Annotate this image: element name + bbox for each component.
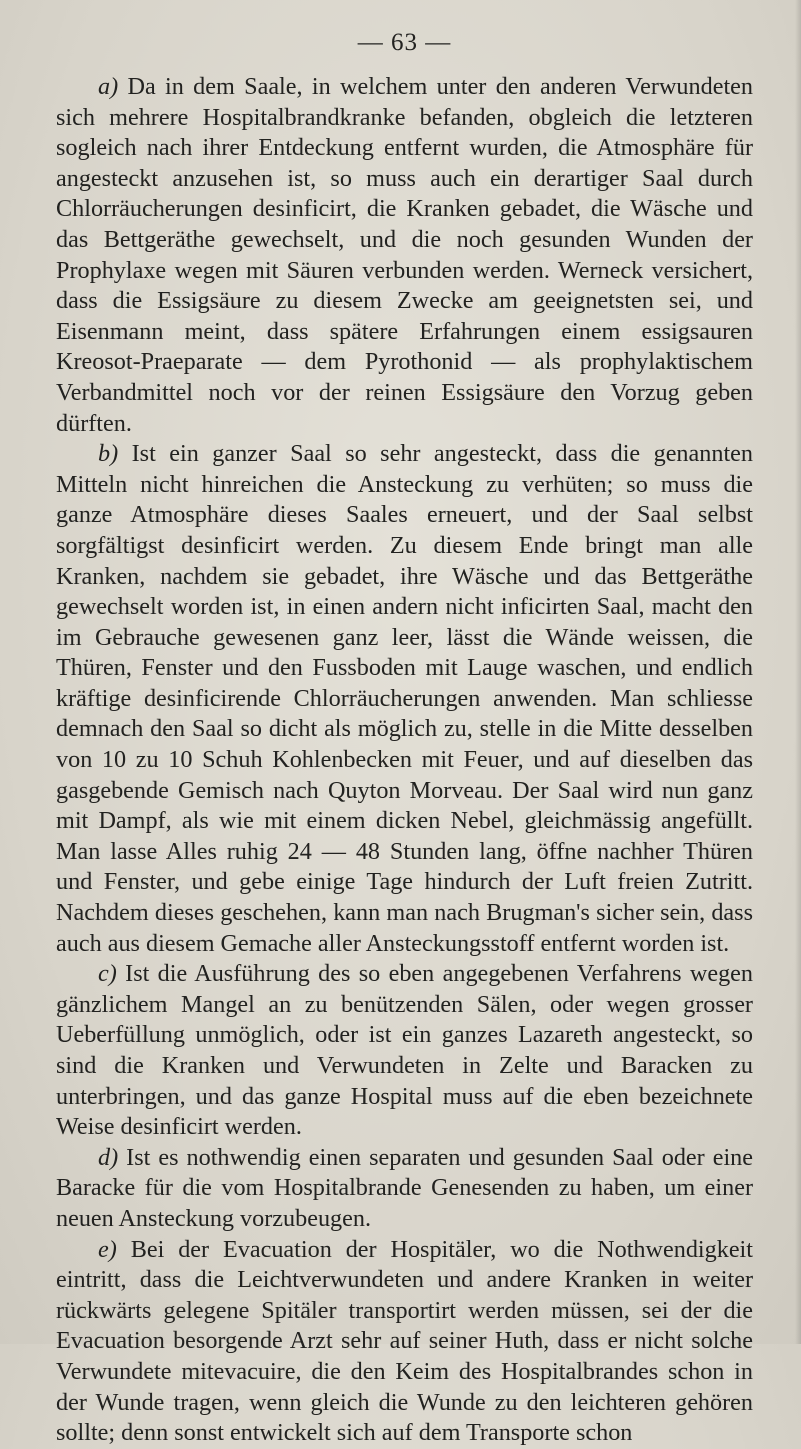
- paragraph-text: Bei der Evacuation der Hospitäler, wo die Nothwendigkeit eintritt, dass die Leichtverwundeten und andere Kranken in weiter rückwärts gelegene Spitäler transportirt werden müssen, sei der die Evacuation besorgende Arzt sehr auf seiner Huth, dass er nicht solche Verwundete mitevacuire, die den Keim des Hospitalbrandes schon in der Wunde tragen, wenn gleich die Wunde zu den leichteren gehören sollte; denn sonst entwickelt sich auf dem Transporte schon: [56, 1235, 753, 1447]
- page-number: — 63 —: [357, 29, 452, 56]
- paragraph-label: d): [98, 1143, 119, 1171]
- paragraph-d: [56, 1143, 753, 1235]
- paragraph-a: [56, 72, 753, 439]
- paragraph-label: b): [98, 440, 119, 468]
- paragraph-e: [56, 1235, 753, 1449]
- paragraph-text: Da in dem Saale, in welchem unter den anderen Verwundeten sich mehrere Hospitalbrandkranke befanden, obgleich die letzteren sogleich nach ihrer Entdeckung entfernt wurden, die Atmosphäre für angesteckt anzusehen ist, so muss auch ein derartiger Saal durch Chlorräucherungen desinficirt, die Kranken gebadet, die Wäsche und das Bettgeräthe gewechselt, und die noch gesunden Wunden der Prophylaxe wegen mit Säuren verbunden werden. Werneck versichert, dass die Essigsäure zu diesem Zwecke am geeignetsten sei, und Eisenmann meint, dass spätere Erfahrungen einem essigsauren Kreosot-Praeparate — dem Pyrothonid — als prophylaktischem Verbandmittel noch vor der reinen Essigsäure den Vorzug geben dürften.: [56, 73, 753, 437]
- paragraph-b: [56, 439, 753, 959]
- paragraph-text: Ist es nothwendig einen separaten und gesunden Saal oder eine Baracke für die vom Hospitalbrande Genesenden zu haben, um einer neuen Ansteckung vorzubeugen.: [56, 1143, 753, 1232]
- paragraph-text: Ist ein ganzer Saal so sehr angesteckt, dass die genannten Mitteln nicht hinreichen die Ansteckung zu verhüten; so muss die ganze Atmosphäre dieses Saales erneuert, und der Saal selbst sorgfältigst desinficirt werden. Zu diesem Ende bringt man alle Kranken, nachdem sie gebadet, ihre Wäsche und das Bettgeräthe gewechselt worden ist, in einen andern nicht inficirten Saal, macht den im Gebrauche gewesenen ganz leer, lässt die Wände weissen, die Thüren, Fenster und den Fussboden mit Lauge waschen, und endlich kräftige desinficirende Chlorräucherungen anwenden. Man schliesse demnach den Saal so dicht als möglich zu, stelle in die Mitte desselben von 10 zu 10 Schuh Kohlenbecken mit Feuer, und auf dieselben das gasgebende Gemisch nach Quyton Morveau. Der Saal wird nun ganz mit Dampf, als wie mit einem dicken Nebel, gleichmässig angefüllt. Man lasse Alles ruhig 24 — 48 Stunden lang, öffne nachher Thüren und Fenster, und gebe einige Tage hindurch der Luft freien Zutritt. Nachdem dieses geschehen, kann man nach Brugman's sicher sein, dass auch aus diesem Gemache aller Ansteckungsstoff entfernt worden ist.: [56, 440, 753, 957]
- paragraph-label: e): [98, 1235, 117, 1263]
- paragraph-text: Ist die Ausführung des so eben angegebenen Verfahrens wegen gänzlichem Mangel an zu benützenden Sälen, oder wegen grosser Ueberfüllung unmöglich, oder ist ein ganzes Lazareth angesteckt, so sind die Kranken und Verwundeten in Zelte und Baracken zu unterbringen, und das ganze Hospital muss auf die eben bezeichnete Weise desinficirt werden.: [56, 960, 753, 1141]
- paragraph-c: [56, 959, 753, 1143]
- page-edge-shadow: [795, 0, 801, 1344]
- paragraph-label: a): [98, 73, 119, 100]
- paragraph-label: c): [98, 960, 117, 988]
